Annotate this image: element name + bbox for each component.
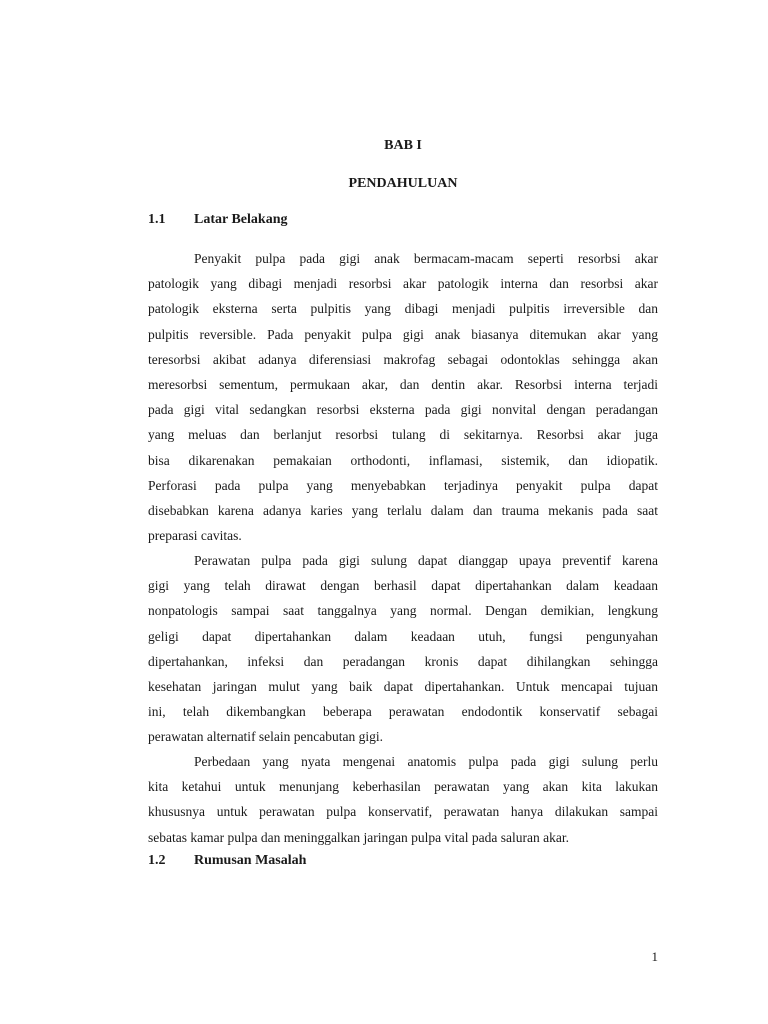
paragraph-line: perawatan alternatif selain pencabutan gigi. [148,729,384,745]
paragraph-line: nonpatologis sampai saat tanggalnya yang normal. Dengan demikian, lengkung [148,603,658,619]
paragraph-line: patologik yang dibagi menjadi resorbsi akar patologik interna dan resorbsi akar [148,276,658,292]
paragraph-line: dipertahankan, infeksi dan peradangan kronis dapat dihilangkan sehingga [148,653,658,669]
paragraph-line: kesehatan jaringan mulut yang baik dapat dipertahankan. Untuk mencapai tujuan [148,679,658,695]
paragraph-line: kita ketahui untuk menunjang keberhasilan perawatan yang akan kita lakukan [148,779,658,795]
paragraph-line: yang meluas dan berlanjut resorbsi tulang di sekitarnya. Resorbsi akar juga [148,427,658,443]
paragraph-line: meresorbsi sementum, permukaan akar, dan dentin akar. Resorbsi interna terjadi [148,377,658,393]
paragraph-line: disebabkan karena adanya karies yang terlalu dalam dan trauma mekanis pada saat [148,503,658,519]
paragraph-line: Penyakit pulpa pada gigi anak bermacam-macam seperti resorbsi akar [194,251,658,266]
paragraph-line: gigi yang telah dirawat dengan berhasil dapat dipertahankan dalam keadaan [148,578,658,594]
paragraph-line: teresorbsi akibat adanya diferensiasi makrofag sebagai odontoklas sehingga akan [148,351,658,367]
chapter-title: PENDAHULUAN [348,176,458,191]
paragraph-line: geligi dapat dipertahankan dalam keadaan utuh, fungsi pengunyahan [148,628,658,644]
section-title: Rumusan Masalah [194,853,307,868]
paragraph-line: Perbedaan yang nyata mengenai anatomis pulpa pada gigi sulung perlu [194,754,658,769]
section-heading-1-2 [148,853,306,869]
paragraph-2 [148,548,658,750]
paragraph-line: patologik eksterna serta pulpitis yang dibagi menjadi pulpitis irreversible dan [148,301,658,317]
section-number: 1.1 [148,212,166,227]
paragraph-line: Perawatan pulpa pada gigi sulung dapat dianggap upaya preventif karena [194,553,658,568]
paragraph-line: bisa dikarenakan pemakaian orthodonti, inflamasi, sistemik, dan idiopatik. [148,452,658,468]
paragraph-line: Perforasi pada pulpa yang menyebabkan terjadinya penyakit pulpa dapat [148,477,658,493]
section-number: 1.2 [148,853,166,868]
page-number: 1 [651,949,658,964]
section-heading-1-1 [148,212,287,228]
paragraph-line: pada gigi vital sedangkan resorbsi eksterna pada gigi nonvital dengan peradangan [148,402,658,418]
paragraph-line: khususnya untuk perawatan pulpa konservatif, perawatan hanya dilakukan sampai [148,804,658,820]
section-title: Latar Belakang [194,212,288,227]
chapter-label: BAB I [384,138,422,153]
paragraph-line: pulpitis reversible. Pada penyakit pulpa gigi anak biasanya ditemukan akar yang [148,326,658,342]
paragraph-line: ini, telah dikembangkan beberapa perawatan endodontik konservatif sebagai [148,704,658,720]
paragraph-line: sebatas kamar pulpa dan meninggalkan jaringan pulpa vital pada saluran akar. [148,829,569,845]
paragraph-1 [148,246,658,548]
paragraph-3 [148,749,658,850]
paragraph-line: preparasi cavitas. [148,528,242,544]
